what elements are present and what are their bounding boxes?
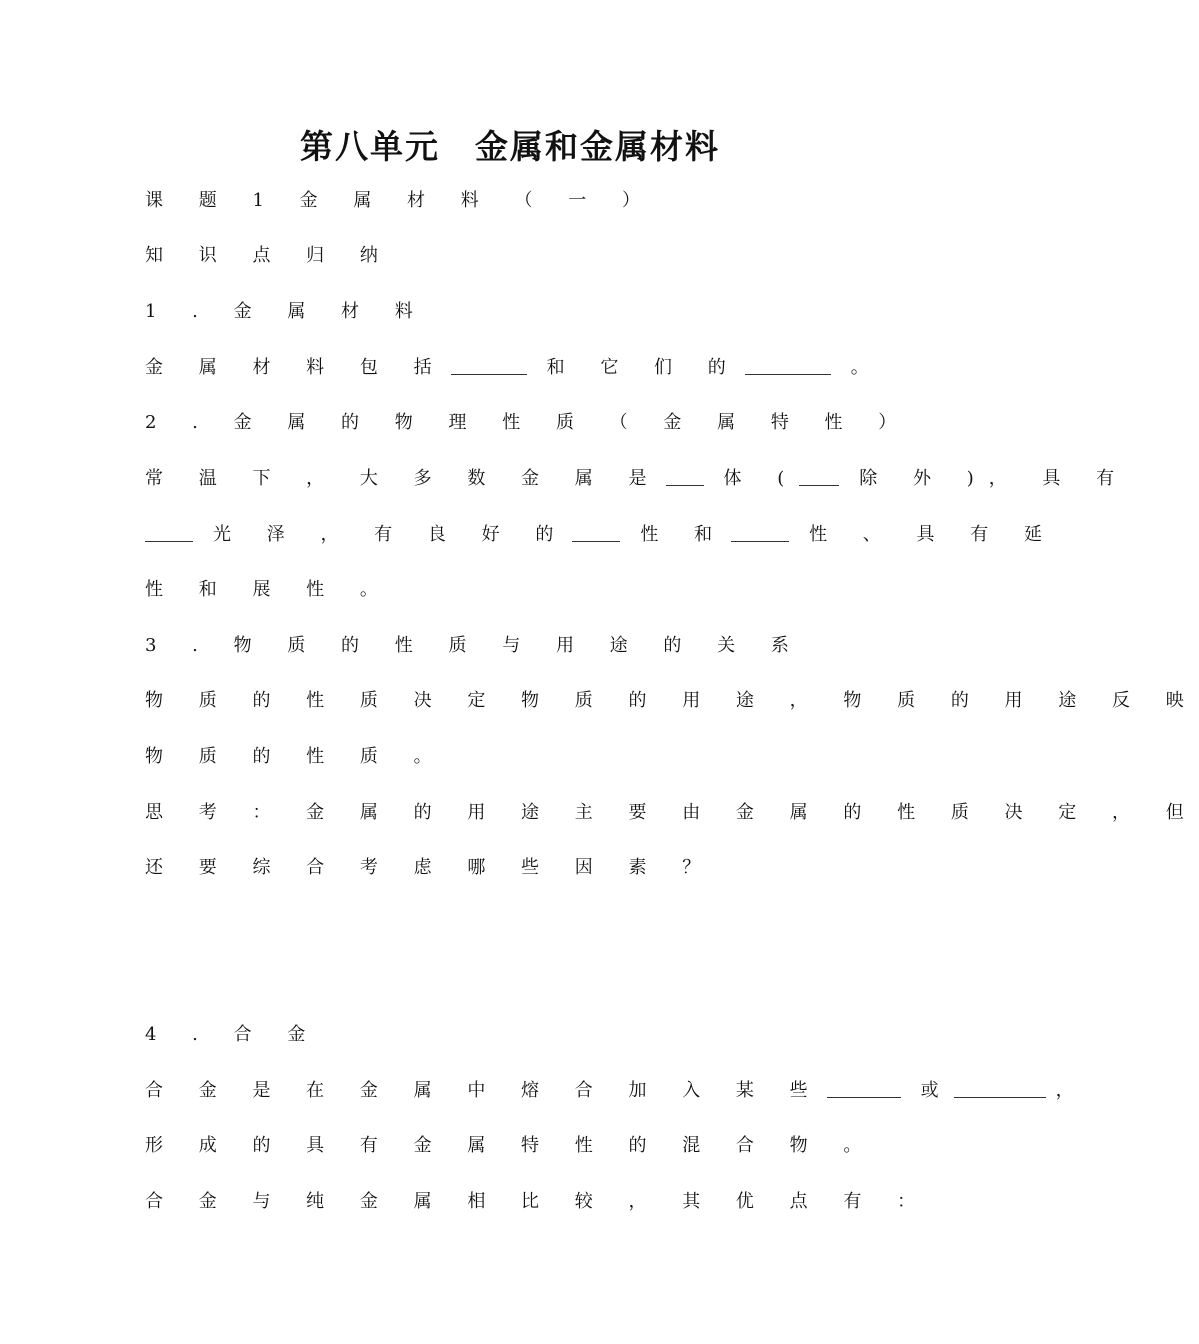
blank-8	[827, 1079, 901, 1098]
point-2-text-1b: 体 (	[723, 468, 800, 489]
point-4-text-1a: 合 金 是 在 金 属 中 熔 合 加 入 某 些	[145, 1080, 823, 1101]
blank-6	[572, 523, 620, 542]
blank-2	[745, 356, 831, 375]
point-4-text-1b: 或	[920, 1080, 954, 1101]
point-2-text-2b: 性 和	[640, 524, 728, 545]
point-4-text-3: 合 金 与 纯 金 属 相 比 较 ， 其 优 点 有 ：	[145, 1191, 931, 1212]
point-3-text-1: 物 质 的 性 质 决 定 物 质 的 用 途 ， 物 质 的 用 途 反 映	[145, 690, 1199, 711]
point-2-text-1c: 除 外 )， 具 有	[859, 468, 1130, 489]
point-4-heading: 4 . 合 金	[145, 1024, 321, 1045]
point-1-text	[145, 355, 884, 381]
point-1-text-a: 金 属 材 料 包 括	[145, 357, 447, 378]
point-4-text-1c: ，	[1055, 1080, 1089, 1101]
blank-5	[145, 523, 193, 542]
point-2-text-2a: 光 泽 ， 有 良 好 的	[213, 524, 569, 545]
blank-1	[451, 356, 527, 375]
blank-9	[954, 1079, 1046, 1098]
point-1-text-b: 和 它 们 的	[546, 357, 741, 378]
blank-7	[731, 523, 789, 542]
point-4-text-1	[145, 1078, 1089, 1104]
point-1-text-c: 。	[850, 357, 884, 378]
point-2-heading: 2 . 金 属 的 物 理 性 质 （ 金 属 特 性 ）	[145, 412, 912, 433]
thinking-question-1: 思 考 ： 金 属 的 用 途 主 要 由 金 属 的 性 质 决 定 ， 但	[145, 802, 1199, 823]
blank-3	[666, 467, 704, 486]
point-1-heading: 1 . 金 属 材 料	[145, 301, 428, 322]
point-3-text-2: 物 质 的 性 质 。	[145, 746, 447, 767]
point-3-heading: 3 . 物 质 的 性 质 与 用 途 的 关 系	[145, 635, 804, 656]
point-2-text-1a: 常 温 下 ， 大 多 数 金 属 是	[145, 468, 662, 489]
point-4-text-2: 形 成 的 具 有 金 属 特 性 的 混 合 物 。	[145, 1135, 877, 1156]
lesson-heading: 课 题 1 金 属 材 料 （ 一 ）	[145, 190, 655, 211]
point-2-text-3: 性 和 展 性 。	[145, 579, 393, 600]
section-summary-heading: 知 识 点 归 纳	[145, 245, 393, 266]
page-title: 第八单元 金属和金属材料	[300, 127, 720, 166]
point-2-text-2c: 性 、 具 有 延	[809, 524, 1057, 545]
blank-4	[799, 467, 839, 486]
point-2-text-2	[145, 522, 1057, 548]
point-2-text-1	[145, 466, 1129, 492]
thinking-question-2: 还 要 综 合 考 虑 哪 些 因 素 ？	[145, 857, 716, 878]
